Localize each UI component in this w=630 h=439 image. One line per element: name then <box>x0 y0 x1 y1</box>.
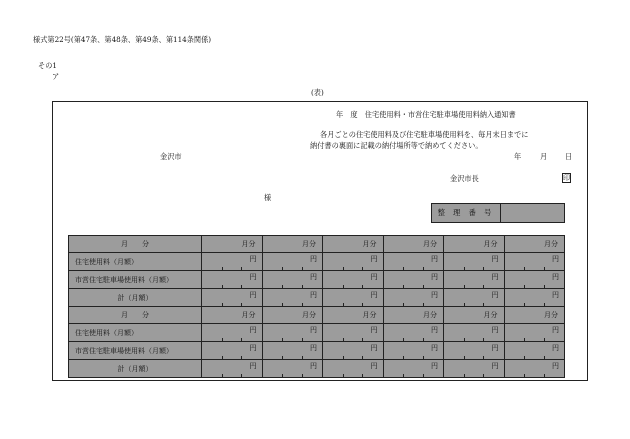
city-name: 金沢市 <box>160 152 182 161</box>
month-header-cell: 月 分 <box>69 236 202 253</box>
month-cell[interactable]: 月分 <box>323 236 384 253</box>
amount-cell[interactable]: 円 <box>262 360 323 378</box>
amount-cell[interactable]: 円 <box>323 253 384 271</box>
side-label: (表) <box>311 88 324 97</box>
amount-cell[interactable]: 円 <box>202 289 263 307</box>
total-label: 計（月額） <box>69 289 202 307</box>
total-row <box>69 360 565 378</box>
seal-stamp: 印 <box>563 174 570 182</box>
month-cell[interactable]: 月分 <box>383 236 444 253</box>
month-header-cell: 月 分 <box>69 307 202 324</box>
amount-cell[interactable]: 円 <box>202 342 263 360</box>
addressee-suffix: 様 <box>264 193 272 202</box>
amount-cell[interactable]: 円 <box>323 289 384 307</box>
parking-fee-row <box>69 271 565 289</box>
total-label: 計（月額） <box>69 360 202 378</box>
form-title: 年 度 住宅使用料・市営住宅駐車場使用料納入通知書 <box>336 110 516 119</box>
form-number: 様式第22号(第47条、第48条、第49条、第114条関係) <box>33 35 212 44</box>
parking-fee-label: 市営住宅駐車場使用料（月額） <box>69 342 202 360</box>
amount-cell[interactable]: 円 <box>262 324 323 342</box>
notice-line-1: 各月ごとの住宅使用料及び住宅駐車場使用料を、毎月末日までに <box>320 130 529 139</box>
amount-cell[interactable]: 円 <box>383 360 444 378</box>
date-year: 年 <box>514 152 522 161</box>
amount-cell[interactable]: 円 <box>262 271 323 289</box>
month-header-row <box>69 307 565 324</box>
month-cell[interactable]: 月分 <box>444 236 505 253</box>
month-cell[interactable]: 月分 <box>383 307 444 324</box>
month-cell[interactable]: 月分 <box>262 307 323 324</box>
amount-cell[interactable]: 円 <box>262 253 323 271</box>
amount-cell[interactable]: 円 <box>202 253 263 271</box>
amount-cell[interactable]: 円 <box>262 289 323 307</box>
month-cell[interactable]: 月分 <box>504 307 565 324</box>
amount-cell[interactable]: 円 <box>323 324 384 342</box>
notice-line-2: 納付書の裏面に記載の納付場所等で納めてください。 <box>310 141 483 150</box>
amount-cell[interactable]: 円 <box>323 271 384 289</box>
amount-cell[interactable]: 円 <box>504 289 565 307</box>
amount-cell[interactable]: 円 <box>444 342 505 360</box>
amount-cell[interactable]: 円 <box>262 342 323 360</box>
amount-cell[interactable]: 円 <box>202 324 263 342</box>
month-cell[interactable]: 月分 <box>202 307 263 324</box>
reference-number-field[interactable] <box>501 204 564 222</box>
amount-cell[interactable]: 円 <box>202 271 263 289</box>
amount-cell[interactable]: 円 <box>504 360 565 378</box>
housing-fee-row <box>69 324 565 342</box>
total-row <box>69 289 565 307</box>
month-cell[interactable]: 月分 <box>262 236 323 253</box>
amount-cell[interactable]: 円 <box>444 324 505 342</box>
amount-cell[interactable]: 円 <box>504 253 565 271</box>
month-header-row <box>69 236 565 253</box>
amount-cell[interactable]: 円 <box>202 360 263 378</box>
amount-cell[interactable]: 円 <box>383 253 444 271</box>
mayor-title: 金沢市長 <box>450 174 479 183</box>
amount-cell[interactable]: 円 <box>504 342 565 360</box>
month-cell[interactable]: 月分 <box>504 236 565 253</box>
subsection-label: ア <box>52 72 60 81</box>
housing-fee-row <box>69 253 565 271</box>
amount-cell[interactable]: 円 <box>444 360 505 378</box>
month-cell[interactable]: 月分 <box>323 307 384 324</box>
date-day: 日 <box>565 152 573 161</box>
amount-cell[interactable]: 円 <box>504 324 565 342</box>
amount-cell[interactable]: 円 <box>323 360 384 378</box>
parking-fee-label: 市営住宅駐車場使用料（月額） <box>69 271 202 289</box>
amount-cell[interactable]: 円 <box>444 253 505 271</box>
amount-cell[interactable]: 円 <box>323 342 384 360</box>
amount-cell[interactable]: 円 <box>383 324 444 342</box>
amount-cell[interactable]: 円 <box>383 271 444 289</box>
section-label: その1 <box>38 61 57 70</box>
month-cell[interactable]: 月分 <box>444 307 505 324</box>
amount-cell[interactable]: 円 <box>444 271 505 289</box>
parking-fee-row <box>69 342 565 360</box>
reference-number-box <box>431 203 565 223</box>
amount-cell[interactable]: 円 <box>504 271 565 289</box>
date-month: 月 <box>540 152 548 161</box>
month-cell[interactable]: 月分 <box>202 236 263 253</box>
housing-fee-label: 住宅使用料（月額） <box>69 253 202 271</box>
housing-fee-label: 住宅使用料（月額） <box>69 324 202 342</box>
amount-cell[interactable]: 円 <box>444 289 505 307</box>
amount-cell[interactable]: 円 <box>383 289 444 307</box>
usage-fee-table <box>68 235 565 378</box>
amount-cell[interactable]: 円 <box>383 342 444 360</box>
reference-number-label: 整 理 番 号 <box>432 204 501 222</box>
